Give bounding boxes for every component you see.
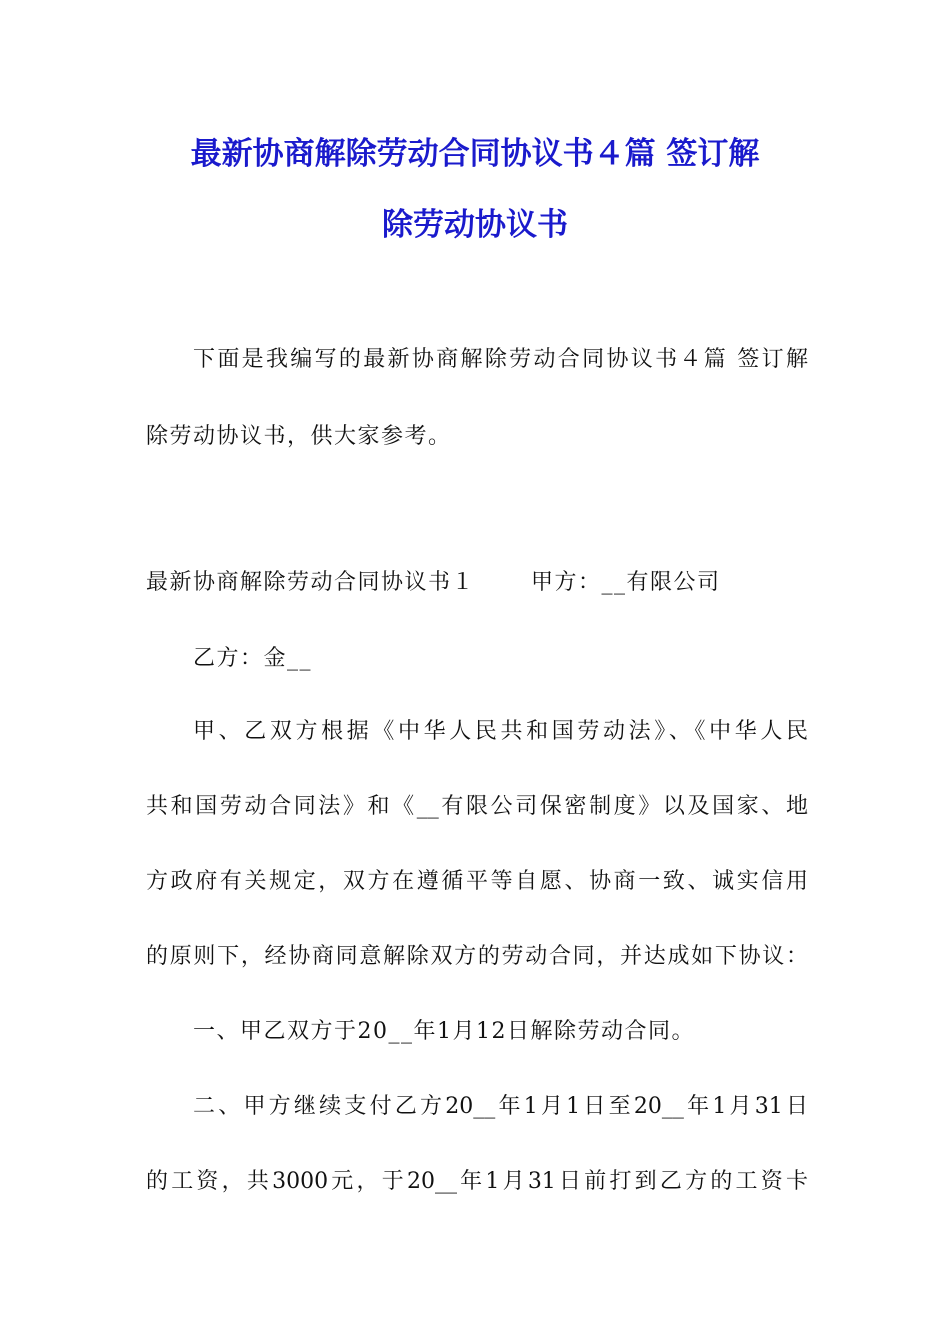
item-2-line-1: 二、甲方继续支付乙方20__年1月1日至20__年1月31日: [193, 1094, 808, 1119]
party-b: 乙方：金__: [193, 646, 313, 671]
paragraph-1-line-2: 共和国劳动合同法》和《__有限公司保密制度》以及国家、地: [146, 794, 808, 819]
party-a: 甲方：__有限公司: [531, 570, 721, 595]
paragraph-1-line-1: 甲、乙双方根据《中华人民共和国劳动法》、《中华人民: [193, 719, 808, 744]
intro-line-1: 下面是我编写的最新协商解除劳动合同协议书４篇 签订解: [193, 347, 808, 372]
paragraph-1-line-4: 的原则下，经协商同意解除双方的劳动合同，并达成如下协议：: [146, 944, 808, 969]
paragraph-1-line-3: 方政府有关规定，双方在遵循平等自愿、协商一致、诚实信用: [146, 869, 808, 894]
item-1: 一、甲乙双方于20__年1月12日解除劳动合同。: [193, 1019, 695, 1044]
section-heading-row: [146, 567, 808, 599]
document-title-line-1: 最新协商解除劳动合同协议书４篇 签订解: [190, 136, 760, 172]
intro-line-2: 除劳动协议书，供大家参考。: [146, 424, 452, 449]
item-2-line-2: 的工资，共3000元，于20__年1月31日前打到乙方的工资卡: [146, 1169, 808, 1194]
section-heading: 最新协商解除劳动合同协议书１: [146, 570, 476, 595]
document-title-line-2: 除劳动协议书: [382, 207, 568, 243]
